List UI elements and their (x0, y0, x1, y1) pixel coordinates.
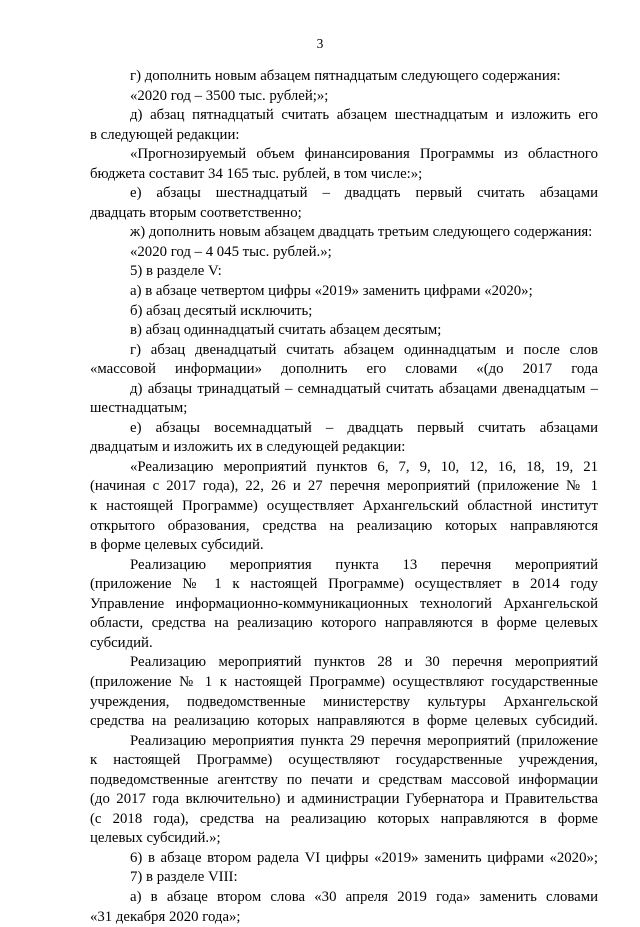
text-line: 5) в разделе V: (130, 263, 222, 280)
text-line: в) абзац одиннадцатый считать абзацем десятым; (130, 322, 442, 339)
text-line: «массовой информации» дополнить его словами «(до 2017 года (90, 361, 598, 378)
text-line: «Реализацию мероприятий пунктов 6, 7, 9, 10, 12, 16, 18, 19, 21 (130, 458, 598, 475)
text-line: двадцать вторым соответственно; (90, 204, 302, 221)
text-line: (с 2018 года), средства на реализацию которых направляются в форме (90, 810, 598, 827)
text-line: Реализацию мероприятия пункта 13 перечня мероприятий (130, 556, 598, 573)
text-line: к настоящей Программе) осуществляет Архангельский областной институт (90, 498, 598, 515)
text-line: ж) дополнить новым абзацем двадцать третьим следующего содержания: (130, 224, 593, 241)
text-line: д) абзац пятнадцатый считать абзацем шестнадцатым и изложить его (130, 107, 598, 124)
document-body (90, 67, 598, 927)
text-line: а) в абзаце четвертом цифры «2019» заменить цифрами «2020»; (130, 283, 533, 300)
text-line: шестнадцатым; (90, 400, 188, 417)
text-line: (до 2017 года включительно) и администрации Губернатора и Правительства (90, 791, 598, 808)
text-line: а) в абзаце втором слова «30 апреля 2019 года» заменить словами (130, 888, 598, 905)
text-line: «31 декабря 2020 года»; (90, 908, 241, 925)
text-line: Реализацию мероприятий пунктов 28 и 30 перечня мероприятий (130, 654, 598, 671)
text-line: «2020 год – 4 045 тыс. рублей.»; (130, 243, 332, 260)
text-line: в следующей редакции: (90, 126, 240, 143)
text-line: г) абзац двенадцатый считать абзацем одиннадцатым и после слов (130, 341, 598, 358)
text-line: б) абзац десятый исключить; (130, 302, 313, 319)
text-line: открытого образования, средства на реализацию которых направляются (90, 517, 598, 534)
text-line: е) абзацы шестнадцатый – двадцать первый считать абзацами (130, 185, 598, 202)
text-line: целевых субсидий.»; (90, 830, 221, 847)
text-line: области, средства на реализацию которого направляются в форме целевых (90, 615, 598, 632)
text-line: Реализацию мероприятия пункта 29 перечня мероприятий (приложение (130, 732, 598, 749)
text-line: учреждения, подведомственные министерству культуры Архангельской (90, 693, 598, 710)
text-line: в форме целевых субсидий. (90, 537, 264, 554)
page-number: 3 (316, 36, 324, 51)
text-line: 7) в разделе VIII: (130, 869, 238, 886)
text-line: к настоящей Программе) осуществляют государственные учреждения, (90, 752, 598, 769)
text-line: подведомственные агентству по печати и средствам массовой информации (90, 771, 598, 788)
text-line: Управление информационно-коммуникационных технологий Архангельской (90, 595, 598, 612)
text-line: (начиная с 2017 года), 22, 26 и 27 перечня мероприятий (приложение № 1 (90, 478, 598, 495)
text-line: «2020 год – 3500 тыс. рублей;»; (130, 87, 329, 104)
text-line: средства на реализацию которых направляются в форме целевых субсидий. (90, 713, 598, 730)
text-line: 6) в абзаце втором радела VI цифры «2019» заменить цифрами «2020»; (130, 849, 598, 866)
text-line: (приложение № 1 к настоящей Программе) осуществляет в 2014 году (90, 576, 598, 593)
text-line: г) дополнить новым абзацем пятнадцатым следующего содержания: (130, 68, 561, 84)
text-line: двадцатым и изложить их в следующей редакции: (90, 439, 406, 456)
text-line: субсидий. (90, 634, 153, 651)
text-line: «Прогнозируемый объем финансирования Программы из областного (130, 146, 598, 163)
text-line: (приложение № 1 к настоящей Программе) осуществляют государственные (90, 673, 598, 690)
text-line: д) абзацы тринадцатый – семнадцатый считать абзацами двенадцатым – (130, 380, 598, 397)
text-line: бюджета составит 34 165 тыс. рублей, в том числе:»; (90, 165, 423, 182)
text-line: е) абзацы восемнадцатый – двадцать первый считать абзацами (130, 419, 598, 436)
